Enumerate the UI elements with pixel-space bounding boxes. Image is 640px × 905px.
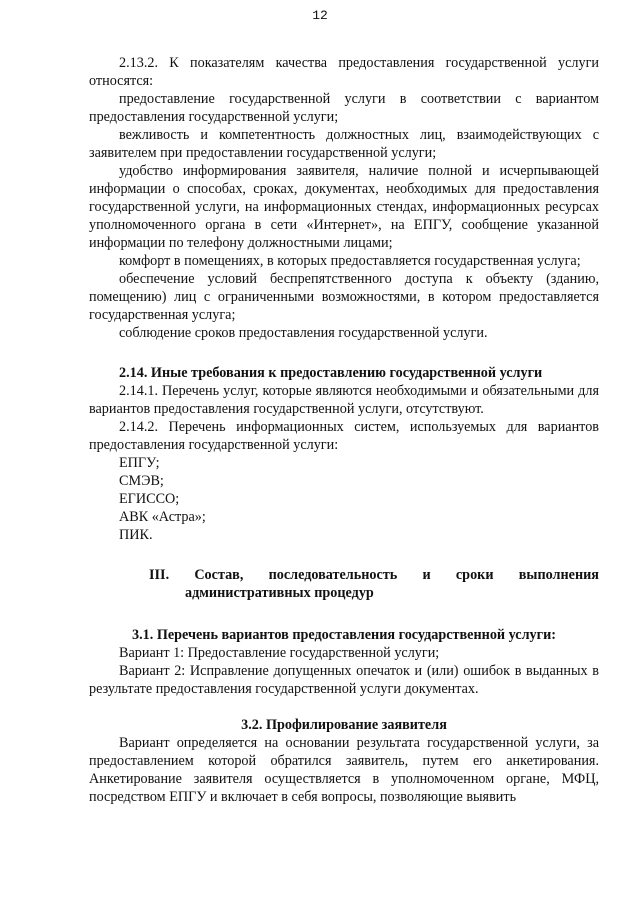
section-heading: 2.14. Иные требования к предоставлению государственной услуги <box>119 365 543 381</box>
list-item: удобство информирования заявителя, наличие полной и исчерпывающей информации о способах, сроках, документах, необходимых для предоставления государственной услуги, на информационных стендах, информационных ресурсах уполномоченного органа в сети «Интернет», на ЕПГУ, сообщение указанной информации по телефону должностными лицами; <box>89 163 599 251</box>
list-item: АВК «Астра»; <box>119 509 206 525</box>
list-item: ПИК. <box>119 527 153 543</box>
systems-list <box>89 454 599 544</box>
variant-1: Вариант 1: Предоставление государственной услуги; <box>119 645 440 661</box>
list-item: обеспечение условий беспрепятственного доступа к объекту (зданию, помещению) лиц с ограниченными возможностями, в котором предоставляется государственная услуга; <box>89 271 599 323</box>
page-number: 12 <box>312 8 328 23</box>
section-2-13-2 <box>89 54 599 342</box>
paragraph-lead: 2.13.2. К показателям качества предоставления государственной услуги относятся: <box>89 55 599 89</box>
section-2-14 <box>89 364 599 544</box>
paragraph: 2.14.1. Перечень услуг, которые являются необходимыми и обязательными для вариантов предоставления государственной услуги, отсутствуют. <box>89 383 599 417</box>
chapter-numeral: III. <box>149 567 170 583</box>
list-item: ЕПГУ; <box>119 455 160 471</box>
section-3-1 <box>89 626 599 698</box>
section-3-2 <box>89 716 599 806</box>
list-item: комфорт в помещениях, в которых предоставляется государственная услуга; <box>119 253 581 269</box>
chapter-title-line2: административных процедур <box>185 585 374 601</box>
section-heading: 3.2. Профилирование заявителя <box>241 717 447 733</box>
list-item: СМЭВ; <box>119 473 164 489</box>
section-heading: 3.1. Перечень вариантов предоставления государственной услуги: <box>131 627 556 643</box>
paragraph: 2.14.2. Перечень информационных систем, используемых для вариантов предоставления государственной услуги: <box>89 419 599 453</box>
list-item: соблюдение сроков предоставления государственной услуги. <box>119 325 488 341</box>
list-item: ЕГИССО; <box>119 491 180 507</box>
list-item: вежливость и компетентность должностных лиц, взаимодействующих с заявителем при предоставлении государственной услуги; <box>89 127 599 161</box>
variant-2: Вариант 2: Исправление допущенных опечаток и (или) ошибок в выданных в результате предоставления государственной услуги документах. <box>89 663 599 697</box>
paragraph: Вариант определяется на основании результата государственной услуги, за предоставлением которой обратился заявитель, путем его анкетирования. Анкетирование заявителя осуществляется в уполномоченном органе, МФЦ, посредством ЕПГУ и включает в себя вопросы, позволяющие выявить <box>89 735 599 805</box>
document-body <box>89 54 599 806</box>
list-item: предоставление государственной услуги в соответствии с вариантом предоставления государственной услуги; <box>89 91 599 125</box>
chapter-iii-heading: III. Состав, последовательность и сроки выполнения административных процедур <box>89 566 599 602</box>
